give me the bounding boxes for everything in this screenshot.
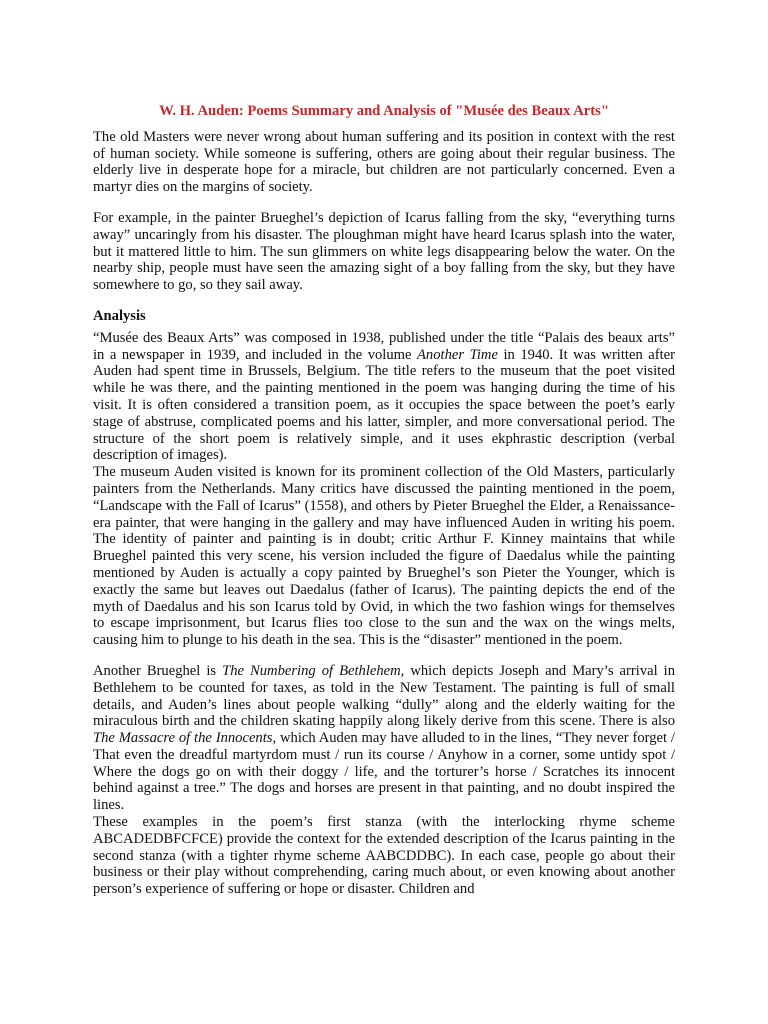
- analysis-p3-text-a: Another Brueghel is: [93, 662, 223, 679]
- analysis-paragraph-1: [93, 330, 675, 464]
- summary-paragraph-1: The old Masters were never wrong about human suffering and its position in context with the rest of human society. While someone is suffering, others are going about their regular business. The elderly live in desperate hope for a miracle, but children are not particularly concerned. Even a martyr dies on the margins of society.: [93, 128, 675, 196]
- analysis-p3-text-b: , which depicts Joseph and Mary’s arrival in Bethlehem to be counted for taxes, as told in the New Testament. The painting is full of small details, and Auden’s lines about people walking “dully” along and the elderly waiting for the miraculous birth and the children skating happily along likely derive from this scene. There is also: [93, 662, 676, 730]
- document-page: [93, 103, 675, 898]
- document-title: W. H. Auden: Poems Summary and Analysis of "Musée des Beaux Arts": [159, 103, 609, 119]
- analysis-heading: Analysis: [93, 307, 146, 324]
- analysis-p1-book-title: Another Time: [417, 346, 498, 363]
- analysis-p1-text-b: in 1940. It was written after Auden had spent time in Brussels, Belgium. The title refers to the museum that the poet visited while he was there, and the painting mentioned in the poem was hanging during the time of his visit. It is often considered a transition poem, as it occupies the space between the poet’s early stage of abstruse, complicated poems and his latter, simpler, and more conversational period. The structure of the short poem is relatively simple, and it uses ekphrastic description (verbal description of images).: [93, 346, 676, 464]
- analysis-paragraph-4: These examples in the poem’s first stanza (with the interlocking rhyme scheme ABCADEDBFCFCE) provide the context for the extended description of the Icarus painting in the second stanza (with a tighter rhyme scheme AABCDDBC). In each case, people go about their business or their play without comprehending, caring much about, or even knowing about another person’s experience of suffering or hope or disaster. Children and: [93, 814, 675, 898]
- summary-paragraph-2: For example, in the painter Brueghel’s depiction of Icarus falling from the sky, “everything turns away” uncaringly from his disaster. The ploughman might have heard Icarus splash into the water, but it mattered little to him. The sun glimmers on white legs disappearing below the water. On the nearby ship, people must have seen the amazing sight of a boy falling from the sky, but they have somewhere to go, so they sail away.: [93, 209, 675, 294]
- analysis-p3-text-c: , which Auden may have alluded to in the lines, “They never forget / That even the dreadful martyrdom must / run its course / Anyhow in a corner, some untidy spot / Where the dogs go on with their doggy / life, and the torturer’s horse / Scratches its innocent behind against a tree.” The dogs and horses are present in that painting, and no doubt inspired the lines.: [93, 730, 675, 814]
- analysis-p3-painting-title-2: The Massacre of the Innocents: [93, 730, 273, 747]
- analysis-p3-painting-title-1: The Numbering of Bethlehem: [222, 662, 401, 679]
- analysis-paragraph-2: The museum Auden visited is known for its prominent collection of the Old Masters, particularly painters from the Netherlands. Many critics have discussed the painting mentioned in the poem, “Landscape with the Fall of Icarus” (1558), and others by Pieter Brueghel the Elder, a Renaissance-era painter, that were hanging in the gallery and may have influenced Auden in writing his poem. The identity of painter and painting is in doubt; critic Arthur F. Kinney maintains that while Brueghel painted this very scene, his version included the figure of Daedalus while the painting mentioned by Auden is actually a copy painted by Brueghel’s son Pieter the Younger, which is exactly the same but leaves out Daedalus (father of Icarus). The painting depicts the end of the myth of Daedalus and his son Icarus told by Ovid, in which the two fashion wings for themselves to escape imprisonment, but Icarus flies too close to the sun and the wax on the wings melts, causing him to plunge to his death in the sea. This is the “disaster” mentioned in the poem.: [93, 464, 675, 649]
- analysis-paragraph-3: [93, 663, 675, 814]
- analysis-p1-text-a: “Musée des Beaux Arts” was composed in 1938, published under the title “Palais des beaux arts” in a newspaper in 1939, and included in the volume: [93, 329, 675, 363]
